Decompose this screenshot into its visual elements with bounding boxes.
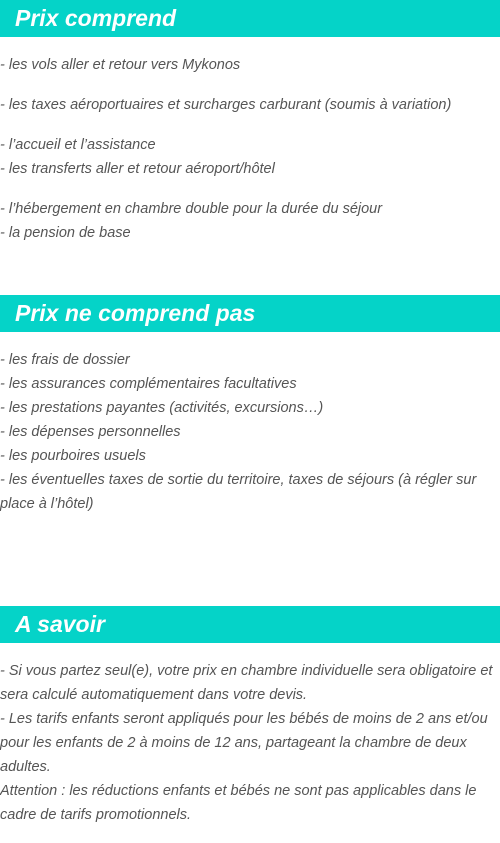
list-item: - les éventuelles taxes de sortie du territoire, taxes de séjours (à régler sur place à l’hôtel) [0,472,477,512]
list-item: - l’hébergement en chambre double pour la durée du séjour [0,201,383,217]
info-list [0,643,500,827]
list-item: - les frais de dossier [0,352,130,368]
list-item: - les prestations payantes (activités, excursions…) [0,400,324,416]
section-header [0,295,500,332]
list-item: - les vols aller et retour vers Mykonos [0,57,241,73]
list-item: - les transferts aller et retour aéroport/hôtel [0,161,275,177]
list-item: - l’accueil et l’assistance [0,137,156,153]
list-item: - les assurances complémentaires facultatives [0,376,297,392]
section-header [0,0,500,37]
section-title: Prix ne comprend pas [15,300,256,326]
included-list [0,37,500,245]
section-title: Prix comprend [15,5,177,31]
section-a-savoir [0,606,500,827]
section-prix-comprend [0,0,500,245]
list-item: Attention : les réductions enfants et bébés ne sont pas applicables dans le cadre de tarifs promotionnels. [0,783,477,823]
section-title: A savoir [15,611,105,637]
list-item: - Les tarifs enfants seront appliqués pour les bébés de moins de 2 ans et/ou pour les enfants de 2 à moins de 12 ans, partageant la chambre de deux adultes. [0,711,488,775]
excluded-list [0,332,500,516]
list-item: - les dépenses personnelles [0,424,181,440]
list-item: - Si vous partez seul(e), votre prix en chambre individuelle sera obligatoire et sera calculé automatiquement dans votre devis. [0,663,493,703]
section-prix-ne-comprend-pas [0,295,500,516]
list-item: - les pourboires usuels [0,448,146,464]
section-header [0,606,500,643]
list-item: - la pension de base [0,225,131,241]
list-item: - les taxes aéroportuaires et surcharges carburant (soumis à variation) [0,97,452,113]
